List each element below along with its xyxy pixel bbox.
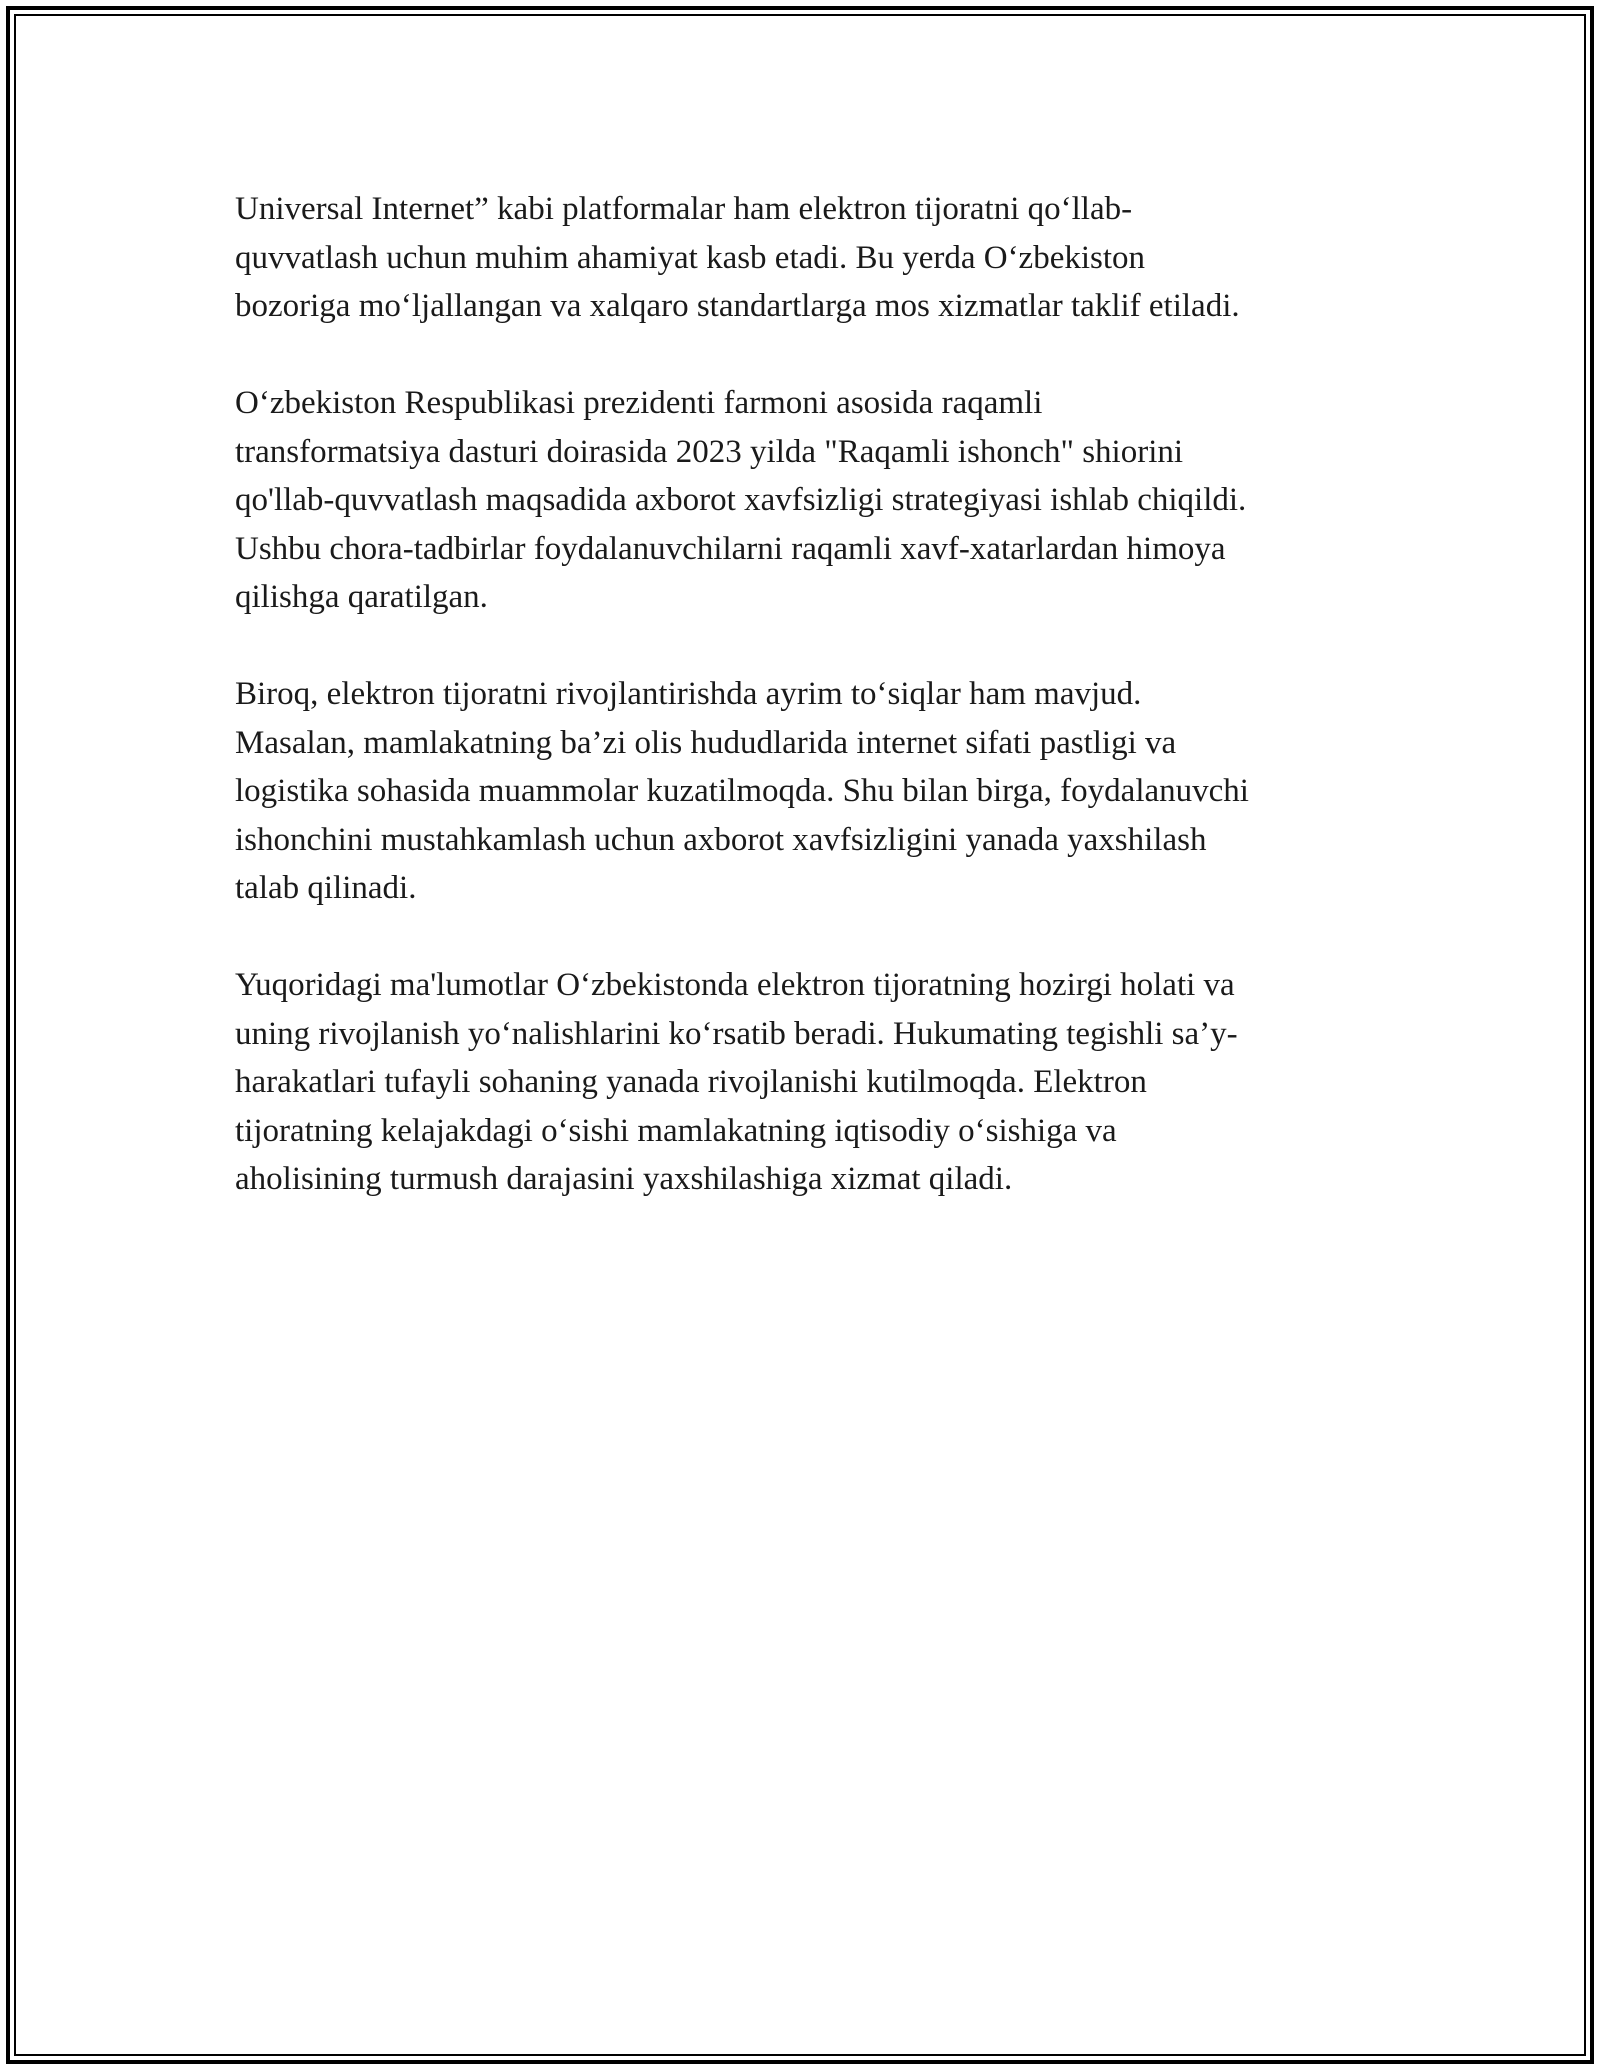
paragraph-line: Ushbu chora-tadbirlar foydalanuvchilarni raqamli xavf-xatarlardan himoya [235, 530, 1226, 567]
paragraph-line: talab qilinadi. [235, 870, 417, 906]
paragraph-1 [235, 185, 1375, 331]
paragraph-line: Biroq, elektron tijoratni rivojlantirishda ayrim to‘siqlar ham mavjud. [235, 676, 1142, 712]
paragraph-line: aholisining turmush darajasini yaxshilashiga xizmat qiladi. [235, 1161, 1013, 1197]
paragraph-line: qilishga qaratilgan. [235, 579, 488, 615]
paragraph-line: Masalan, mamlakatning ba’zi olis hududlarida internet sifati pastligi va [235, 724, 1177, 761]
paragraph-4 [235, 961, 1375, 1204]
paragraph-line: uning rivojlanish yo‘nalishlarini ko‘rsatib beradi. Hukumating tegishli sa’y- [235, 1015, 1238, 1052]
paragraph-line: quvvatlash uchun muhim ahamiyat kasb etadi. Bu yerda O‘zbekiston [235, 239, 1146, 276]
paragraph-line: qo'llab-quvvatlash maqsadida axborot xavfsizligi strategiyasi ishlab chiqildi. [235, 482, 1247, 518]
document-body [235, 185, 1375, 1252]
paragraph-line: bozoriga mo‘ljallangan va xalqaro standartlarga mos xizmatlar taklif etiladi. [235, 288, 1240, 324]
paragraph-line: transformatsiya dasturi doirasida 2023 yilda "Raqamli ishonch" shiorini [235, 433, 1184, 470]
paragraph-line: ishonchini mustahkamlash uchun axborot xavfsizligini yanada yaxshilash [235, 821, 1207, 858]
paragraph-line: tijoratning kelajakdagi o‘sishi mamlakatning iqtisodiy o‘sishiga va [235, 1112, 1117, 1149]
paragraph-line: O‘zbekiston Respublikasi prezidenti farmoni asosida raqamli [235, 385, 1043, 421]
paragraph-line: Yuqoridagi ma'lumotlar O‘zbekistonda elektron tijoratning hozirgi holati va [235, 967, 1235, 1003]
paragraph-line: logistika sohasida muammolar kuzatilmoqda. Shu bilan birga, foydalanuvchi [235, 773, 1249, 809]
paragraph-3 [235, 670, 1375, 913]
paragraph-line: harakatlari tufayli sohaning yanada rivojlanishi kutilmoqda. Elektron [235, 1064, 1147, 1100]
paragraph-line: Universal Internet” kabi platformalar ham elektron tijoratni qo‘llab- [235, 191, 1133, 227]
paragraph-2 [235, 379, 1375, 622]
